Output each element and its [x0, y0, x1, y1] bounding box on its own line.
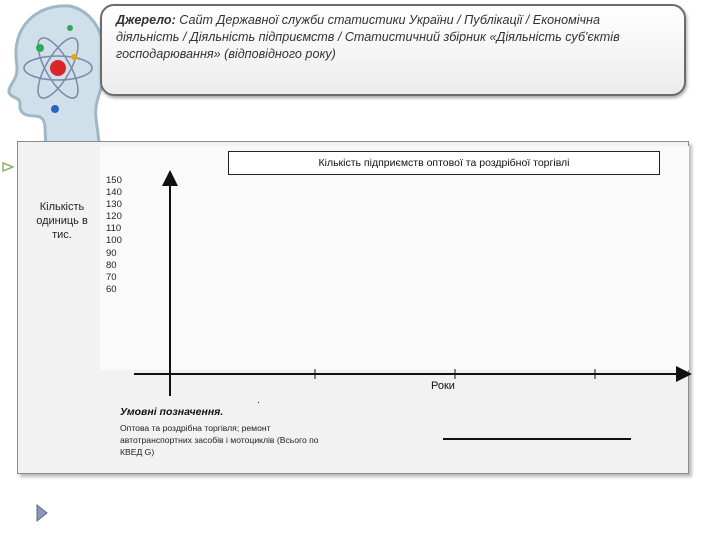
y-tick-label: 100 — [106, 235, 122, 247]
y-axis-label-line: одиниць в — [36, 215, 88, 227]
y-tick-label: 70 — [106, 271, 117, 283]
axis-dot-mark: . — [257, 394, 261, 406]
legend-series-line — [443, 438, 631, 440]
y-tick-label: 120 — [106, 211, 122, 223]
legend-entry-text — [120, 422, 396, 458]
y-tick-label: 90 — [106, 247, 117, 259]
next-slide-arrow-icon[interactable] — [35, 503, 49, 523]
y-axis-label-line: Кількість — [39, 201, 85, 213]
y-tick-label: 140 — [106, 187, 122, 199]
legend-title: Умовні позначення. — [120, 406, 224, 418]
chart-title: Кількість підприємств оптової та роздрібної торгівлі — [228, 151, 660, 175]
source-label: Джерело: — [116, 13, 176, 27]
y-tick-label: 110 — [106, 223, 122, 235]
x-axis-label: Роки — [431, 380, 455, 392]
y-tick-label: 130 — [106, 199, 122, 211]
source-line-2: діяльність / Діяльність підприємств / Статистичний збірник «Діяльність суб'єктів — [116, 30, 620, 44]
y-tick-label: 150 — [106, 175, 122, 186]
source-line-3: господарювання» (відповідного року) — [116, 47, 336, 61]
legend — [120, 406, 396, 458]
y-tick-label: 60 — [106, 283, 117, 295]
source-line-1: Сайт Державної служби статистики України / Публікації / Економічна — [175, 13, 600, 27]
y-tick-label: 80 — [106, 259, 117, 271]
y-axis-label-line: тис. — [52, 229, 72, 241]
legend-entry-line: Оптова та роздрібна торгівля; ремонт — [120, 423, 271, 433]
legend-entry-line: автотранспортних засобів і мотоциклів (Всього по — [120, 435, 319, 445]
legend-entry-line: КВЕД G) — [120, 447, 155, 457]
